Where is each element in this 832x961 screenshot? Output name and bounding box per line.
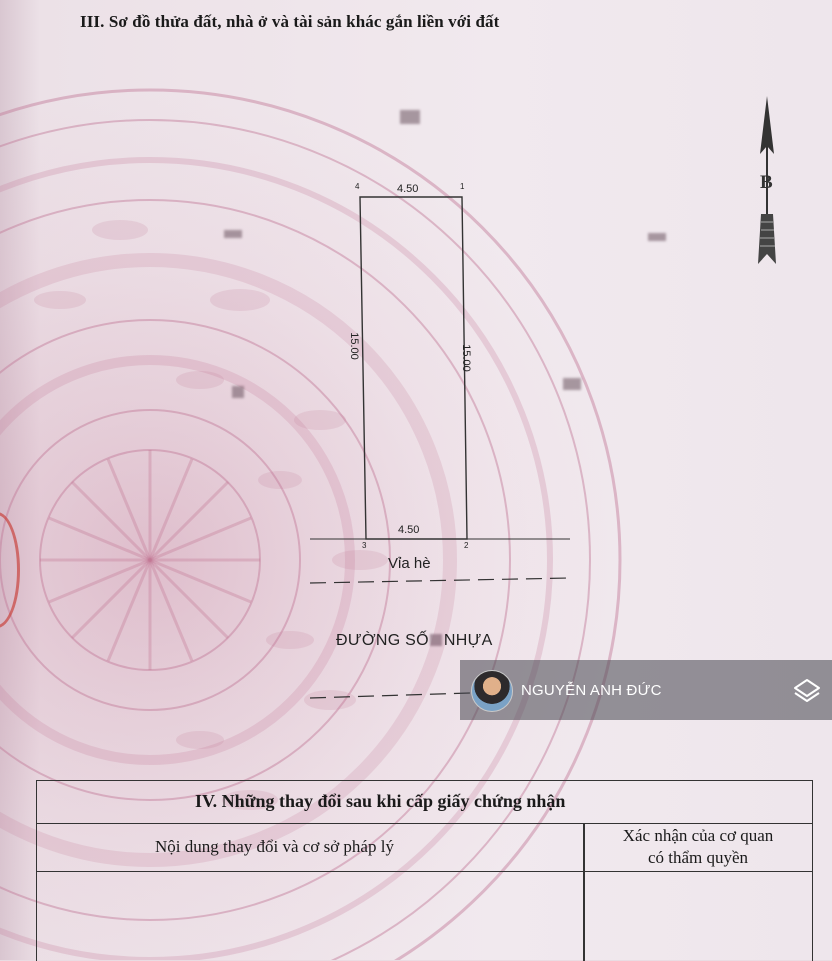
road-dashed-line [310,693,470,698]
redacted-mark-right [648,233,666,241]
road-label-prefix: ĐƯỜNG SỐ [336,632,429,649]
road-label-suffix: NHỰA [443,632,493,649]
section-iv-title: IV. Những thay đổi sau khi cấp giấy chứng nhận [195,791,566,811]
avatar [471,670,513,712]
authority-header-line-1: Xác nhận của cơ quan [622,826,774,845]
sidewalk-dashed-line [310,578,570,583]
change-content-header: Nội dung thay đổi và cơ sở pháp lý [155,837,394,856]
redacted-road-number [430,634,442,646]
watermark-overlay [460,660,832,720]
section-iii-title: III. Sơ đồ thửa đất, nhà ở và tài sản khác gắn liền với đất [80,12,500,31]
authority-confirmation-header [593,825,803,869]
corner-label-2: 2 [464,541,469,550]
redacted-neighbor-right [563,378,581,390]
redacted-mark-top [400,110,420,124]
corner-label-4: 4 [355,182,360,191]
sidewalk-label: Vỉa hè [388,555,431,572]
section-iv-header-row [37,823,812,872]
road-label [336,632,493,650]
north-letter: B [760,172,773,193]
redacted-neighbor-left [232,386,244,398]
right-edge-length: 15.00 [459,344,472,372]
left-edge-length: 15.00 [347,332,360,360]
section-iv-table [36,780,813,961]
section-iv-title-row [37,781,812,824]
column-divider [583,823,585,961]
authority-header-line-2: có thẩm quyền [647,848,749,867]
land-plot-outline [360,197,467,539]
layers-icon [792,676,822,706]
redacted-mark-left [224,230,242,238]
bottom-edge-length: 4.50 [398,524,420,536]
watermark-name: NGUYỄN ANH ĐỨC [521,682,662,699]
corner-label-3: 3 [362,541,367,550]
corner-label-1: 1 [460,182,465,191]
top-edge-length: 4.50 [397,183,419,195]
